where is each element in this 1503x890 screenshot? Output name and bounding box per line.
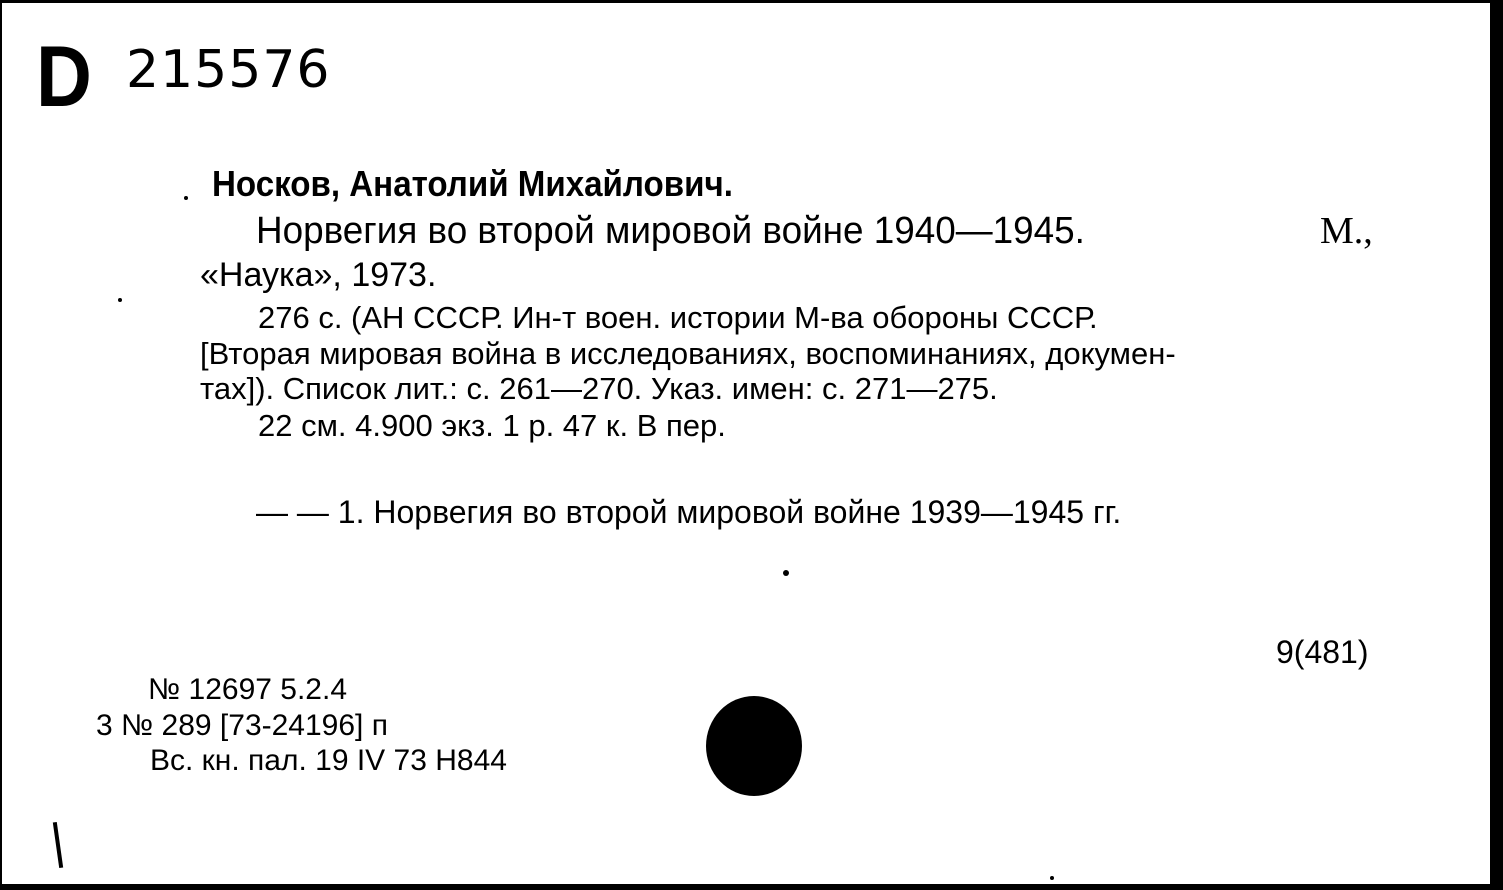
speck-mark	[118, 298, 122, 302]
card-border-top	[0, 0, 1503, 3]
description-line: 22 см. 4.900 экз. 1 р. 47 к. В пер.	[258, 408, 726, 443]
technical-line: № 12697 5.2.4	[148, 673, 347, 706]
card-border-left	[0, 0, 2, 890]
punch-hole	[706, 696, 802, 796]
card-border-right	[1490, 0, 1503, 890]
publication-place: М.,	[1320, 210, 1373, 252]
technical-line: Вс. кн. пал. 19 IV 73 Н844	[150, 744, 507, 777]
pen-stroke-mark	[53, 822, 63, 868]
description-line: [Вторая мировая война в исследованиях, воспоминаниях, докумен-	[200, 336, 1176, 371]
book-title: Норвегия во второй мировой войне 1940—1945.	[256, 210, 1085, 252]
subject-heading: — — 1. Норвегия во второй мировой войне 1939—1945 гг.	[256, 494, 1122, 530]
technical-line: 3 № 289 [73-24196] п	[96, 709, 388, 742]
accession-prefix: D	[36, 29, 92, 125]
author-heading: Носков, Анатолий Михайлович.	[212, 163, 733, 204]
card-border-bottom	[0, 884, 1503, 890]
speck-mark	[1050, 876, 1054, 880]
description-line: тах]). Список лит.: с. 261—270. Указ. имен: с. 271—275.	[200, 371, 998, 406]
accession-number: 215576	[126, 40, 331, 100]
publisher-year: «Наука», 1973.	[200, 256, 437, 294]
speck-mark	[184, 196, 188, 200]
classification-code: 9(481)	[1276, 634, 1369, 670]
description-line: 276 с. (АН СССР. Ин-т воен. истории М-ва обороны СССР.	[258, 300, 1098, 335]
speck-mark	[783, 570, 789, 576]
